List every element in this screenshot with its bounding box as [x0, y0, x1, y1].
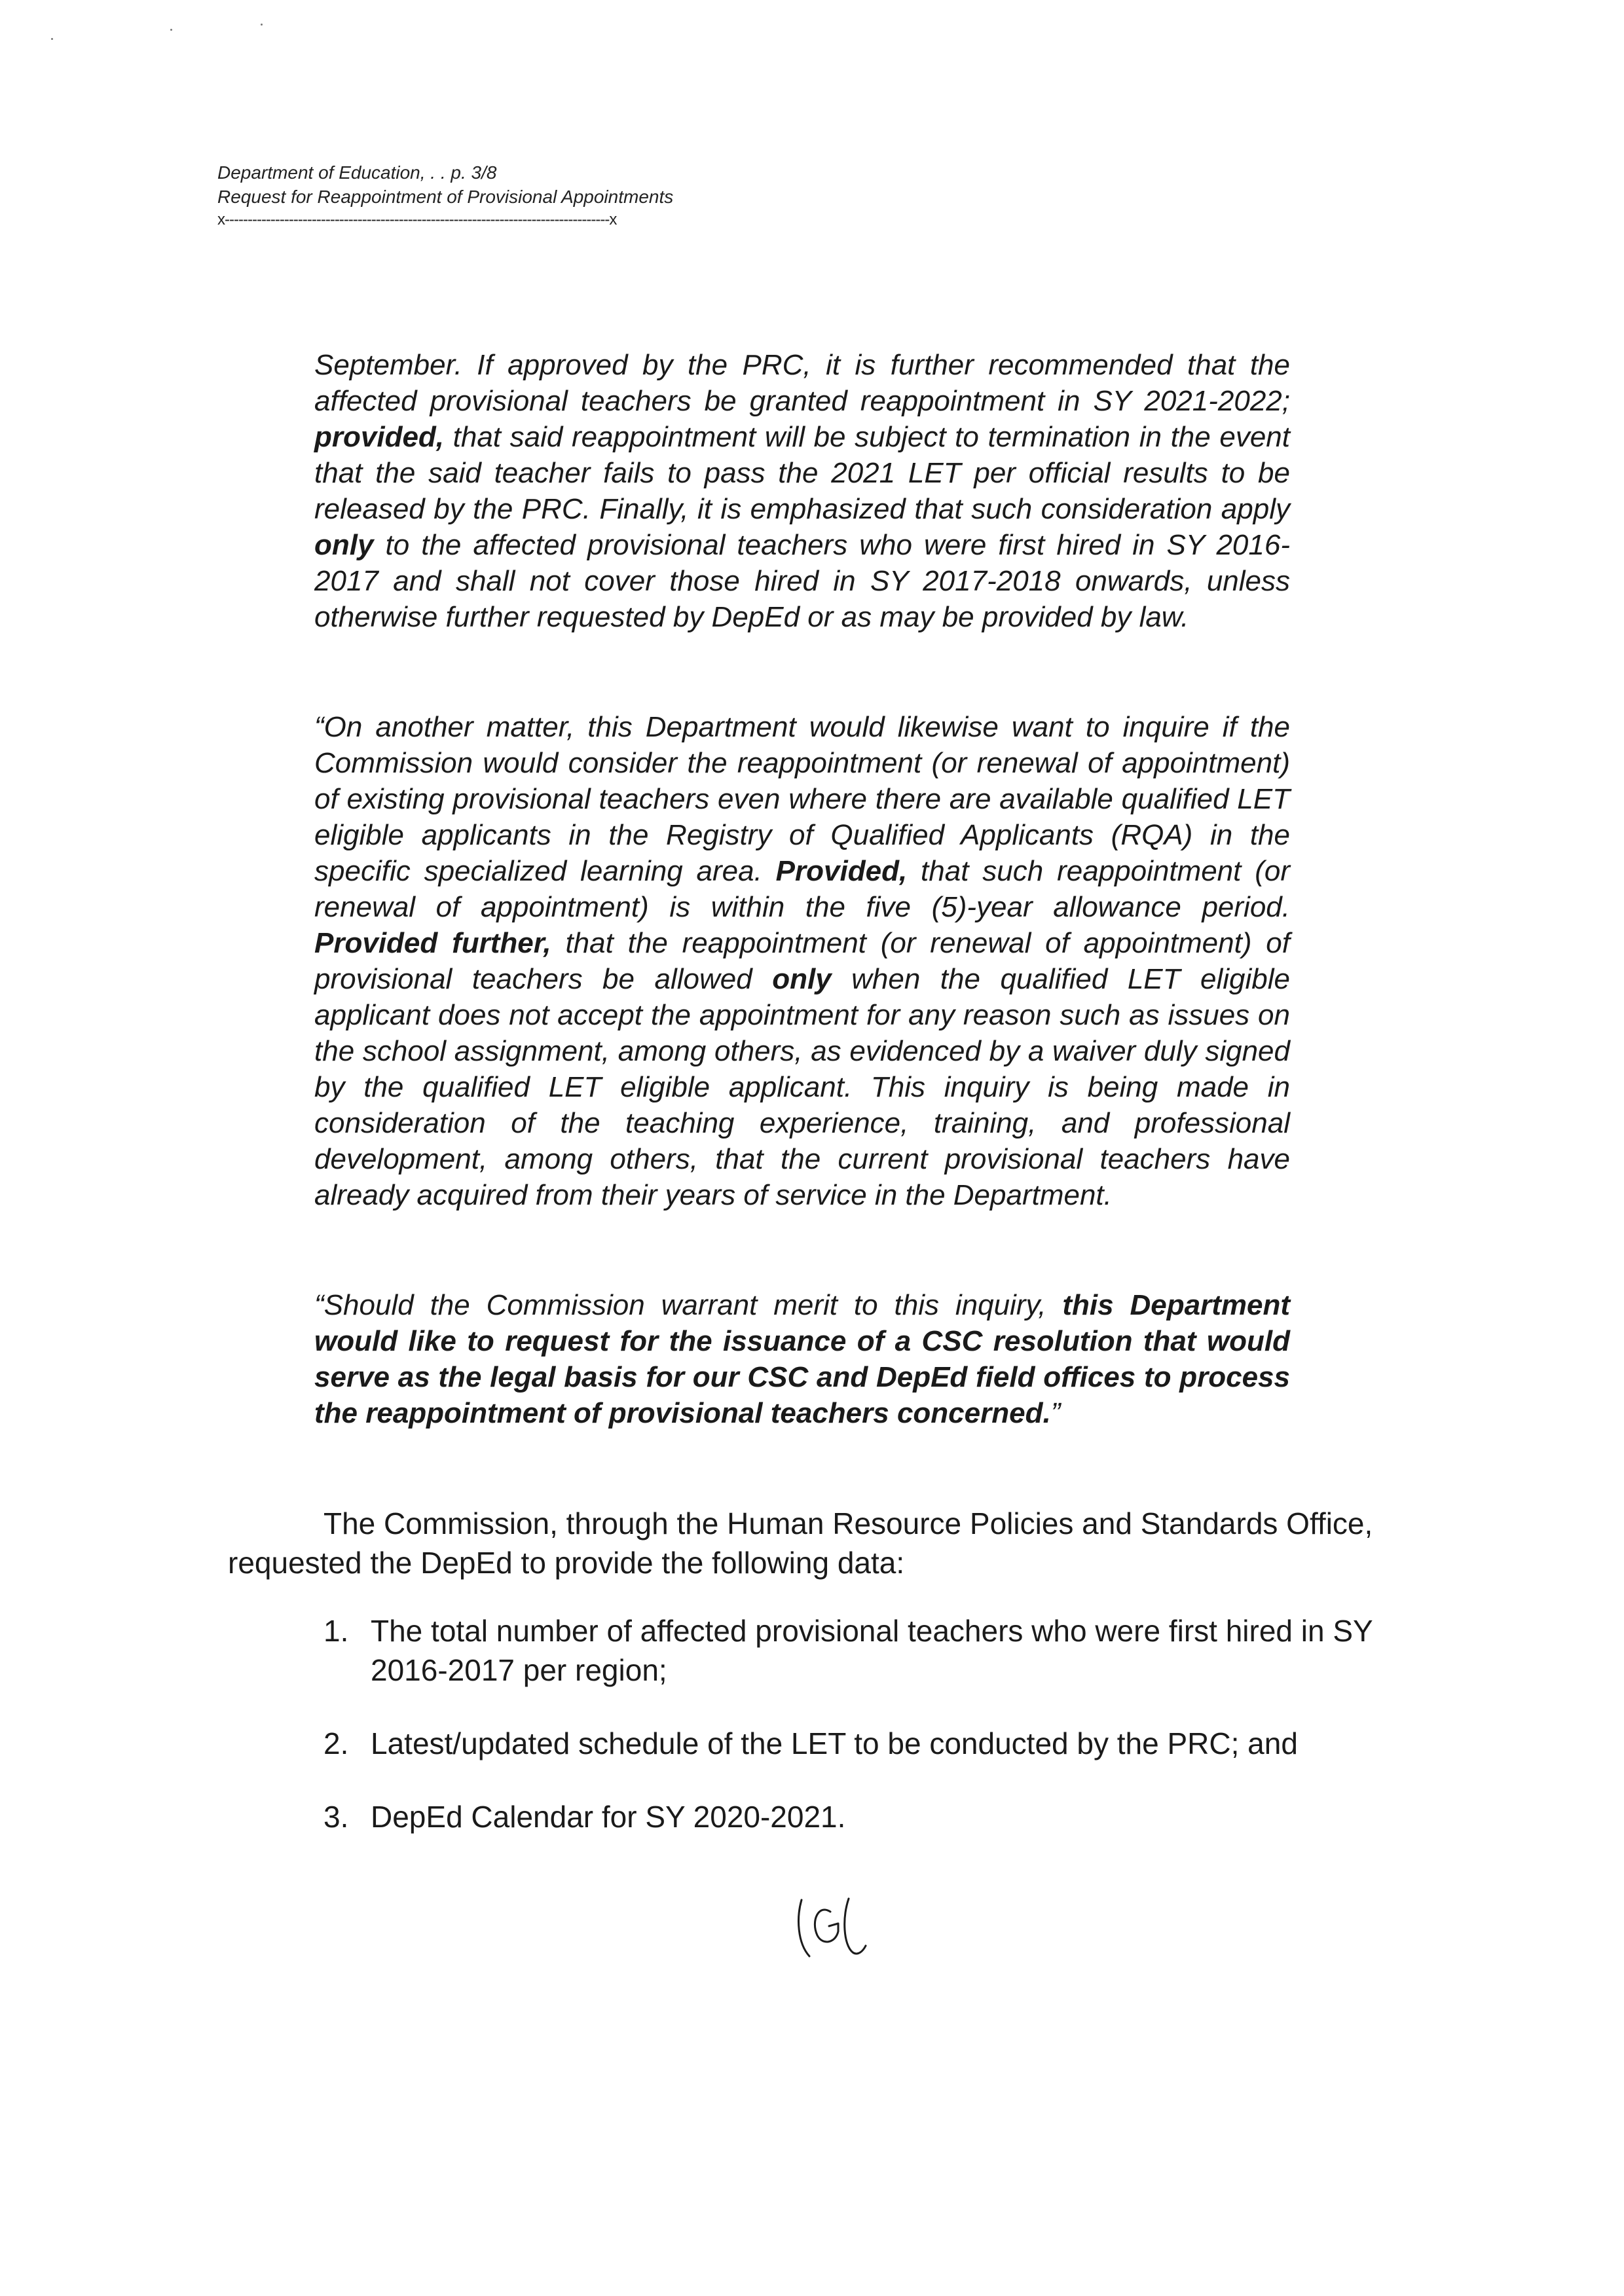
emphasis-provided-further: Provided further,: [314, 927, 551, 959]
list-text: Latest/updated schedule of the LET to be conducted by the PRC; and: [371, 1726, 1298, 1760]
emphasis-only: only: [314, 529, 374, 561]
text-segment: that said reappointment will be subject to termination in the event that the said teacher fails to pass the 2021 LET per official results to be released by the PRC. Finally, it is emphasized that such consideration apply: [314, 421, 1290, 525]
body-paragraph: The Commission, through the Human Resource Policies and Standards Office, requested the DepEd to provide the following data:: [228, 1506, 1373, 1580]
list-item: [323, 1611, 1424, 1690]
list-number: 1.: [323, 1614, 349, 1648]
list-item: [323, 1724, 1424, 1763]
quoted-paragraph-3: [314, 1287, 1290, 1431]
emphasis-request: this Department would like to request for the issuance of a CSC resolution that would serve as the legal basis for our CSC and DepEd field offices to process the reappointment of provisional teachers concerned.: [314, 1289, 1290, 1429]
header-divider: x------------------------------------------------------------------------------------x: [217, 210, 617, 228]
text-segment: “On another matter, this Department would likewise want to inquire if the Commission would consider the reappointment (or renewal of appointment) of existing provisional teachers even where there are available qualified LET eligible applicants in the Registry of Qualified Applicants (RQA) in the specific specialized learning area.: [314, 711, 1290, 887]
list-item: [323, 1797, 1424, 1836]
text-segment: that the reappointment (or renewal of appointment) of provisional teachers be allowed: [314, 927, 1290, 995]
text-segment: that such reappointment (or renewal of appointment) is within the five (5)-year allowance period.: [314, 855, 1290, 923]
quoted-paragraph-1: [314, 347, 1290, 635]
emphasis-only: only: [772, 963, 832, 995]
scan-speck: [170, 29, 172, 31]
page-header: [217, 161, 794, 230]
text-segment: when the qualified LET eligible applicant does not accept the appointment for any reason such as issues on the school assignment, among others, as evidenced by a waiver duly signed by the qualified LET eligible applicant. This inquiry is being made in consideration of the teaching experience, training, and professional development, among others, that the current provisional teachers have already acquired from their years of service in the Department.: [314, 963, 1291, 1211]
list-number: 2.: [323, 1726, 349, 1760]
text-segment: “Should the Commission warrant merit to this inquiry,: [314, 1289, 1063, 1321]
text-segment: ”: [1050, 1397, 1061, 1429]
scan-speck: [51, 38, 53, 40]
text-segment: to the affected provisional teachers who were first hired in SY 2016-2017 and shall not cover those hired in SY 2017-2018 onwards, unless otherwise further requested by DepEd or as may be provided by law.: [314, 529, 1290, 633]
list-text: The total number of affected provisional teachers who were first hired in SY 2016-2017 per region;: [371, 1614, 1373, 1687]
quoted-paragraph-2: [314, 709, 1290, 1213]
header-line-1: Department of Education, . . p. 3/8: [217, 162, 497, 183]
scan-speck: [261, 24, 263, 26]
text-segment: September. If approved by the PRC, it is further recommended that the affected provisional teachers be granted reappointment in SY 2021-2022;: [314, 349, 1290, 417]
header-line-2: Request for Reappointment of Provisional Appointments: [217, 186, 674, 207]
list-text: DepEd Calendar for SY 2020-2021.: [371, 1800, 846, 1834]
emphasis-provided: Provided,: [775, 855, 908, 887]
emphasis-provided: provided,: [314, 421, 445, 453]
handwritten-initials: [792, 1892, 871, 1964]
list-number: 3.: [323, 1800, 349, 1834]
